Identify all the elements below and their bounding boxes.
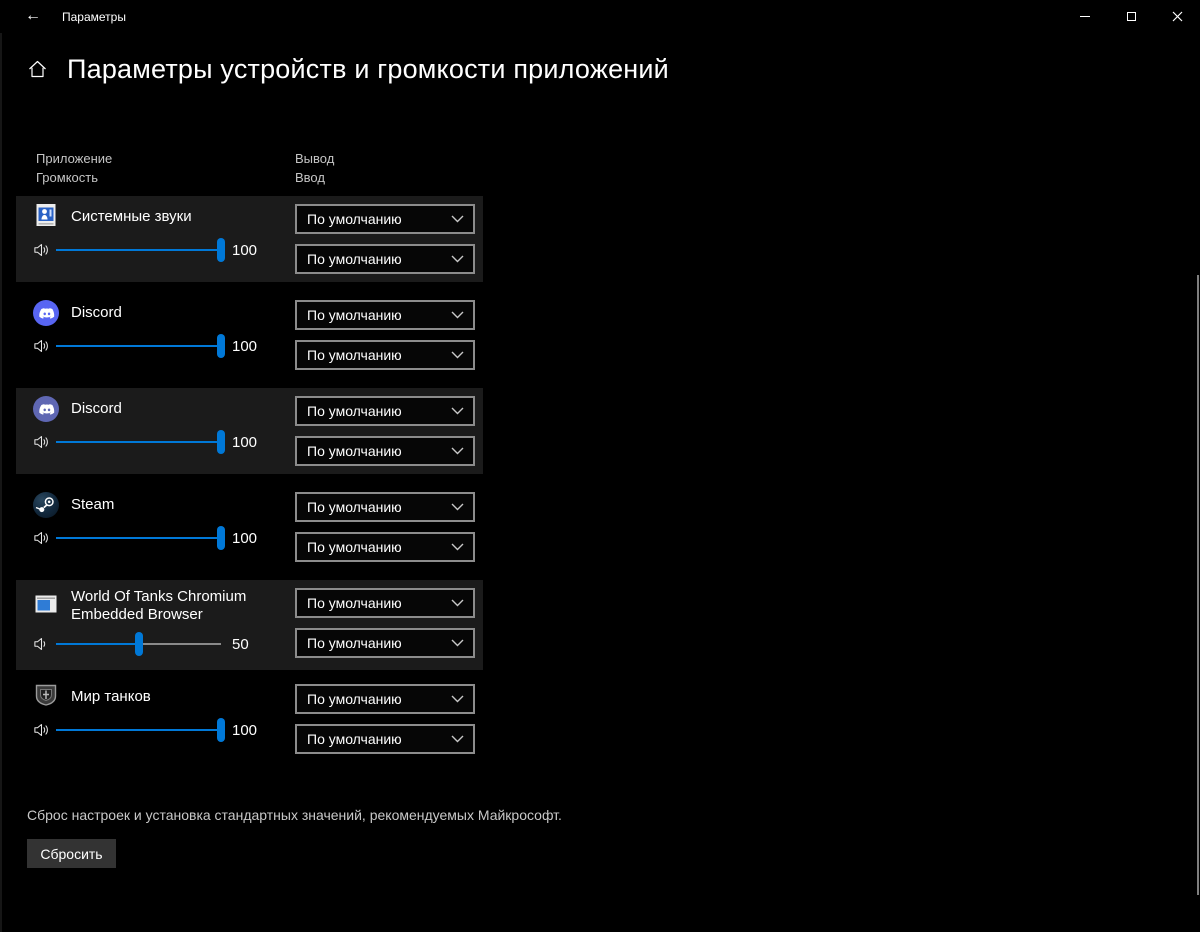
slider-fill xyxy=(56,345,221,347)
app-icon xyxy=(33,593,59,619)
volume-slider[interactable] xyxy=(56,526,221,550)
slider-track[interactable] xyxy=(56,537,221,539)
output-device-dropdown[interactable] xyxy=(295,492,475,522)
minimize-icon xyxy=(1080,16,1090,17)
maximize-icon xyxy=(1127,12,1136,21)
output-device-value: По умолчанию xyxy=(307,691,402,707)
window-title: Параметры xyxy=(62,10,126,24)
tank-shield-icon xyxy=(33,682,59,713)
input-device-dropdown[interactable] xyxy=(295,244,475,274)
app-name: Discord xyxy=(71,304,122,321)
app-volume-row xyxy=(16,676,483,762)
volume-slider[interactable] xyxy=(56,718,221,742)
slider-thumb[interactable] xyxy=(217,718,225,742)
output-device-value: По умолчанию xyxy=(307,499,402,515)
chevron-down-icon xyxy=(451,447,464,455)
app-icon xyxy=(33,684,59,710)
system-sounds-icon xyxy=(33,202,59,233)
output-device-dropdown[interactable] xyxy=(295,396,475,426)
chevron-down-icon xyxy=(451,695,464,703)
input-device-value: По умолчанию xyxy=(307,731,402,747)
slider-track[interactable] xyxy=(56,441,221,443)
back-button[interactable]: ← xyxy=(25,7,41,24)
volume-slider[interactable] xyxy=(56,334,221,358)
reset-description: Сброс настроек и установка стандартных значений, рекомендуемых Майкрософт. xyxy=(27,807,562,823)
speaker-loud-icon xyxy=(33,242,50,258)
input-device-dropdown[interactable] xyxy=(295,628,475,658)
app-icon xyxy=(33,204,59,230)
chevron-down-icon xyxy=(451,215,464,223)
slider-track[interactable] xyxy=(56,729,221,731)
slider-thumb[interactable] xyxy=(135,632,143,656)
app-icon xyxy=(33,396,59,422)
app-volume-row xyxy=(16,484,483,570)
column-app-label: Приложение xyxy=(36,151,113,166)
output-device-value: По умолчанию xyxy=(307,403,402,419)
maximize-button[interactable] xyxy=(1108,0,1154,32)
volume-value: 100 xyxy=(232,529,258,547)
speaker-mid-icon xyxy=(33,636,50,652)
slider-track[interactable] xyxy=(56,249,221,251)
input-device-value: По умолчанию xyxy=(307,443,402,459)
speaker-loud-icon xyxy=(33,722,50,738)
close-icon xyxy=(1172,11,1183,22)
window-left-edge xyxy=(0,33,2,932)
chevron-down-icon xyxy=(451,599,464,607)
chevron-down-icon xyxy=(451,735,464,743)
input-device-value: По умолчанию xyxy=(307,539,402,555)
close-button[interactable] xyxy=(1154,0,1200,32)
slider-thumb[interactable] xyxy=(217,238,225,262)
volume-value: 50 xyxy=(232,635,249,653)
app-name: Steam xyxy=(71,496,115,513)
app-volume-list xyxy=(16,196,483,772)
volume-slider[interactable] xyxy=(56,632,221,656)
output-device-value: По умолчанию xyxy=(307,211,402,227)
titlebar xyxy=(0,0,1200,32)
volume-value: 100 xyxy=(232,337,258,355)
app-name: Системные звуки xyxy=(71,208,192,225)
output-device-dropdown[interactable] xyxy=(295,300,475,330)
volume-value: 100 xyxy=(232,721,258,739)
app-name: Discord xyxy=(71,400,122,417)
slider-fill xyxy=(56,441,221,443)
slider-thumb[interactable] xyxy=(217,334,225,358)
slider-track[interactable] xyxy=(56,345,221,347)
slider-fill xyxy=(56,537,221,539)
browser-window-icon xyxy=(33,591,59,622)
slider-fill xyxy=(56,729,221,731)
app-volume-row xyxy=(16,388,483,474)
input-device-value: По умолчанию xyxy=(307,251,402,267)
chevron-down-icon xyxy=(451,503,464,511)
chevron-down-icon xyxy=(451,255,464,263)
output-device-value: По умолчанию xyxy=(307,595,402,611)
app-icon xyxy=(33,300,59,326)
input-device-dropdown[interactable] xyxy=(295,436,475,466)
discord-icon xyxy=(33,300,59,326)
chevron-down-icon xyxy=(451,311,464,319)
speaker-loud-icon xyxy=(33,434,50,450)
slider-fill xyxy=(56,249,221,251)
app-icon xyxy=(33,492,59,518)
volume-value: 100 xyxy=(232,241,258,259)
volume-slider[interactable] xyxy=(56,238,221,262)
speaker-loud-icon xyxy=(33,530,50,546)
reset-button[interactable]: Сбросить xyxy=(27,839,116,868)
app-volume-row xyxy=(16,580,483,670)
slider-fill xyxy=(56,643,139,645)
slider-thumb[interactable] xyxy=(217,430,225,454)
app-name: Мир танков xyxy=(71,688,151,705)
column-header-output-input xyxy=(295,149,334,187)
column-input-label: Ввод xyxy=(295,170,325,185)
input-device-dropdown[interactable] xyxy=(295,532,475,562)
input-device-dropdown[interactable] xyxy=(295,340,475,370)
minimize-button[interactable] xyxy=(1062,0,1108,32)
app-volume-row xyxy=(16,196,483,282)
volume-slider[interactable] xyxy=(56,430,221,454)
chevron-down-icon xyxy=(451,407,464,415)
output-device-value: По умолчанию xyxy=(307,307,402,323)
column-header-app-volume xyxy=(36,149,112,187)
input-device-value: По умолчанию xyxy=(307,347,402,363)
chevron-down-icon xyxy=(451,351,464,359)
volume-value: 100 xyxy=(232,433,258,451)
column-output-label: Вывод xyxy=(295,151,335,166)
column-volume-label: Громкость xyxy=(36,170,98,185)
output-device-dropdown[interactable] xyxy=(295,684,475,714)
discord-icon xyxy=(33,396,59,422)
input-device-dropdown[interactable] xyxy=(295,724,475,754)
output-device-dropdown[interactable] xyxy=(295,204,475,234)
slider-thumb[interactable] xyxy=(217,526,225,550)
window-controls xyxy=(1062,0,1200,32)
app-name: World Of Tanks Chromium Embedded Browser xyxy=(71,588,247,623)
steam-icon xyxy=(33,492,59,518)
page-title: Параметры устройств и громкости приложений xyxy=(67,54,669,84)
chevron-down-icon xyxy=(451,543,464,551)
chevron-down-icon xyxy=(451,639,464,647)
output-device-dropdown[interactable] xyxy=(295,588,475,618)
home-icon xyxy=(28,60,47,84)
speaker-loud-icon xyxy=(33,338,50,354)
input-device-value: По умолчанию xyxy=(307,635,402,651)
scrollbar[interactable] xyxy=(1197,275,1199,895)
app-volume-row xyxy=(16,292,483,378)
